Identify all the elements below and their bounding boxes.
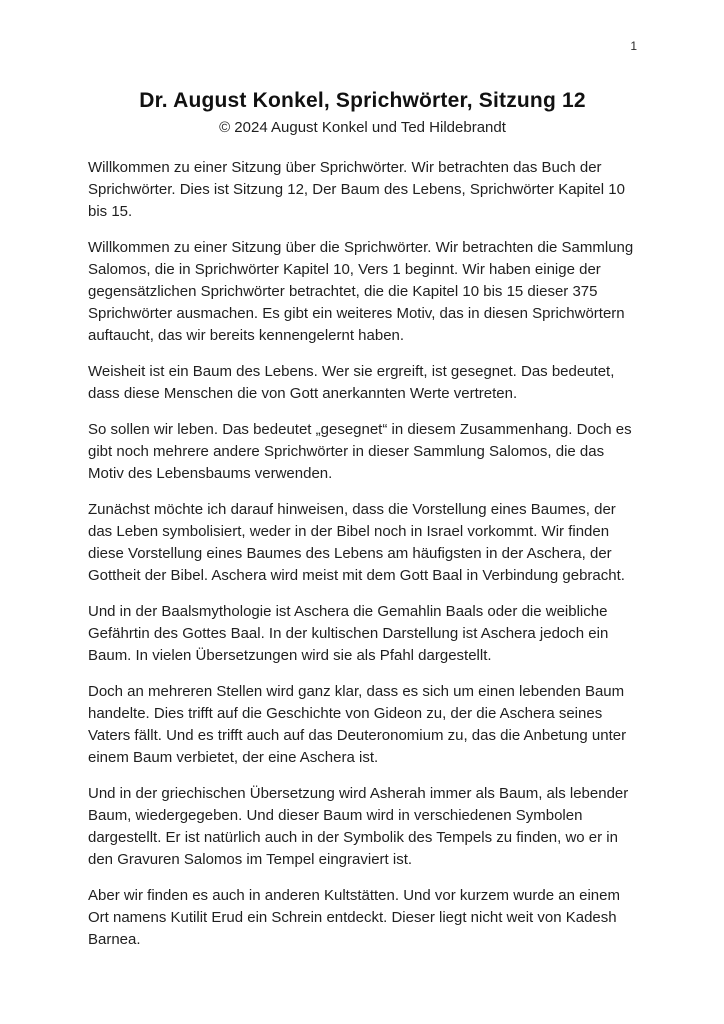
paragraph: So sollen wir leben. Das bedeutet „gesegnet“ in diesem Zusammenhang. Doch es gibt noch mehrere andere Sprichwörter in dieser Sammlung Salomos, die das Motiv des Lebensbaums verwenden. bbox=[88, 421, 632, 482]
paragraph: Und in der Baalsmythologie ist Aschera die Gemahlin Baals oder die weibliche Gefährtin des Gottes Baal. In der kultischen Darstellung ist Aschera jedoch ein Baum. In vielen Übersetzungen wird sie als Pfahl dargestellt. bbox=[88, 603, 609, 664]
paragraph: Zunächst möchte ich darauf hinweisen, dass die Vorstellung eines Baumes, der das Leben symbolisiert, weder in der Bibel noch in Israel vorkommt. Wir finden diese Vorstellung eines Baumes des Lebens am häufigsten in der Aschera, der Gottheit der Bibel. Aschera wird meist mit dem Gott Baal in Verbindung gebracht. bbox=[88, 501, 625, 584]
page-number: 1 bbox=[630, 39, 637, 53]
paragraph: Willkommen zu einer Sitzung über die Sprichwörter. Wir betrachten die Sammlung Salomos, die in Sprichwörter Kapitel 10, Vers 1 beginnt. Wir haben einige der gegensätzlichen Sprichwörter betrachtet, die die Kapitel 10 bis 15 dieser 375 Sprichwörter ausmachen. Es gibt ein weiteres Motiv, das in diesen Sprichwörtern auftaucht, das wir bereits kennengelernt haben. bbox=[88, 239, 634, 344]
paragraph: Und in der griechischen Übersetzung wird Asherah immer als Baum, als lebender Baum, wiedergegeben. Und dieser Baum wird in verschiedenen Symbolen dargestellt. Er ist natürlich auch in der Symbolik des Tempels zu finden, wo er in den Gravuren Salomos im Tempel eingraviert ist. bbox=[88, 785, 629, 868]
page-title: Dr. August Konkel, Sprichwörter, Sitzung 12 bbox=[139, 89, 586, 112]
document-body bbox=[88, 157, 637, 951]
copyright-line: © 2024 August Konkel und Ted Hildebrandt bbox=[219, 119, 506, 136]
paragraph: Willkommen zu einer Sitzung über Sprichwörter. Wir betrachten das Buch der Sprichwörter. Dies ist Sitzung 12, Der Baum des Lebens, Sprichwörter Kapitel 10 bis 15. bbox=[88, 159, 625, 220]
paragraph: Weisheit ist ein Baum des Lebens. Wer sie ergreift, ist gesegnet. Das bedeutet, dass diese Menschen die von Gott anerkannten Werte vertreten. bbox=[88, 363, 615, 402]
paragraph: Aber wir finden es auch in anderen Kultstätten. Und vor kurzem wurde an einem Ort namens Kutilit Erud ein Schrein entdeckt. Dieser liegt nicht weit von Kadesh Barnea. bbox=[88, 887, 620, 948]
paragraph: Doch an mehreren Stellen wird ganz klar, dass es sich um einen lebenden Baum handelte. Dies trifft auf die Geschichte von Gideon zu, der die Aschera seines Vaters fällt. Und es trifft auch auf das Deuteronomium zu, das die Anbetung unter einem Baum verbietet, der eine Aschera ist. bbox=[88, 683, 627, 766]
